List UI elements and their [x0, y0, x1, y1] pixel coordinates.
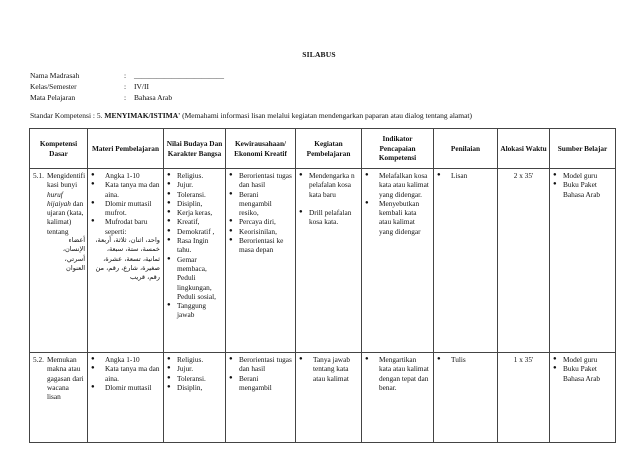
- table-row: [30, 169, 616, 353]
- materi-item: ● Mufrodat baru seperti:: [91, 217, 160, 236]
- header-kompetensi-dasar: Kompetensi Dasar: [30, 129, 88, 169]
- meta-sep: :: [124, 82, 127, 91]
- materi-item: ● Kata tanya ma dan aina.: [91, 364, 160, 383]
- indikator-item: ● Mengartikan kata atau kalimat dengan tepat dan benar.: [365, 355, 430, 392]
- penilaian-item: ● Tulis: [437, 355, 494, 364]
- cell-kegiatan: [296, 353, 362, 443]
- meta-key: Mata Pelajaran: [30, 93, 76, 102]
- cell-materi: [88, 353, 164, 443]
- materi-arabic: واحد، اثنان، ثلاثة، أربعة، خمسة، ستة، سبعة، ثمانية، تسعة، عشرة، صغيرة، شارع، رقم، من رقم، قريب: [95, 236, 160, 282]
- nilai-item: ● Rasa Ingin tahu.: [167, 236, 222, 255]
- nilai-item: ● Disiplin,: [167, 199, 222, 208]
- kegiatan-item: ● Tanya jawab tentang kata atau kalimat: [299, 355, 358, 383]
- sumber-item: ● Model guru: [553, 171, 612, 180]
- materi-item: ● Angka 1-10: [91, 171, 160, 180]
- meta-sep: :: [124, 71, 127, 80]
- header-kegiatan: Kegiatan Pembelajaran: [296, 129, 362, 169]
- nilai-item: ● Kerja keras,: [167, 208, 222, 217]
- nilai-item: ● Demokratif ,: [167, 227, 222, 236]
- cell-kompetensi-dasar: [30, 353, 88, 443]
- cell-penilaian: [434, 353, 498, 443]
- indikator-item: ● Melafalkan kosa kata atau kalimat yang didengar.: [365, 171, 430, 199]
- header-info: [30, 70, 224, 103]
- meta-key: Kelas/Semester: [30, 82, 77, 91]
- penilaian-item: ● Lisan: [437, 171, 494, 180]
- meta-row-kelas: [30, 81, 224, 92]
- cell-sumber: [550, 353, 616, 443]
- standar-label: Standar Kompetensi : 5.: [30, 111, 103, 120]
- nilai-item: ● Jujur.: [167, 180, 222, 189]
- document-title: SILABUS: [302, 50, 336, 59]
- header-indikator: Indikator Pencapaian Kompetensi: [362, 129, 434, 169]
- header-sumber: Sumber Belajar: [550, 129, 616, 169]
- cell-sumber: [550, 169, 616, 353]
- meta-key: Nama Madrasah: [30, 71, 80, 80]
- materi-item: ● Dlomir muttasil: [91, 383, 160, 392]
- sumber-item: ● Model guru: [553, 355, 612, 364]
- kegiatan-item: ● Drill pelafalan kosa kata.: [299, 208, 358, 227]
- cell-alokasi: 1 x 35': [498, 353, 550, 443]
- header-materi: Materi Pembelajaran: [88, 129, 164, 169]
- sumber-item: ● Buku Paket Bahasa Arab: [553, 180, 612, 199]
- nilai-item: ● Kreatif,: [167, 217, 222, 226]
- nilai-item: ● Jujur.: [167, 364, 222, 373]
- sumber-item: ● Buku Paket Bahasa Arab: [553, 364, 612, 383]
- cell-kewirausahaan: [226, 169, 296, 353]
- standar-bold: MENYIMAK/ISTIMA': [104, 111, 181, 120]
- nilai-item: ● Gemar membaca, Peduli lingkungan, Peduli sosial,: [167, 255, 222, 301]
- nilai-item: ● Religius.: [167, 355, 222, 364]
- nilai-item: ● Tanggung jawab: [167, 301, 222, 320]
- kd-italic: huruf: [47, 189, 63, 199]
- nilai-item: ● Toleransi.: [167, 374, 222, 383]
- kewira-item: ● Berani mengambil: [229, 374, 292, 393]
- kd-arabic: أعضاء الإنسان، أسرتي، العنوان: [62, 236, 86, 272]
- cell-kewirausahaan: [226, 353, 296, 443]
- meta-sep: :: [124, 93, 127, 102]
- cell-nilai: [164, 353, 226, 443]
- cell-nilai: [164, 169, 226, 353]
- standar-text: (Memahami informasi lisan melalui kegiatan mendengarkan paparan atau dialog tentang alamat): [182, 111, 472, 120]
- header-penilaian: Penilaian: [434, 129, 498, 169]
- kd-line: kasi bunyi: [47, 180, 78, 190]
- meta-value: IV/II: [134, 82, 149, 91]
- cell-kompetensi-dasar: [30, 169, 88, 353]
- header-nilai-budaya: Nilai Budaya Dan Karakter Bangsa: [164, 129, 226, 169]
- cell-kegiatan: [296, 169, 362, 353]
- meta-value: ________________________: [134, 71, 224, 80]
- cell-penilaian: [434, 169, 498, 353]
- kewira-item: ● Berorientasi tugas dan hasil: [229, 171, 292, 190]
- nilai-item: ● Disiplin,: [167, 383, 222, 392]
- meta-value: Bahasa Arab: [134, 93, 173, 102]
- cell-alokasi: 2 x 35': [498, 169, 550, 353]
- nilai-item: ● Toleransi.: [167, 190, 222, 199]
- kd-italic: hijaiyah: [47, 198, 71, 208]
- kewira-item: ● Berorientasi tugas dan hasil: [229, 355, 292, 374]
- kd-number: 5.1.: [33, 171, 44, 180]
- kd-number: 5.2.: [33, 355, 44, 364]
- header-kewirausahaan: Kewirausahaan/ Ekonomi Kreatif: [226, 129, 296, 169]
- kewira-item: ● Percaya diri,: [229, 217, 292, 226]
- cell-indikator: [362, 169, 434, 353]
- meta-row-madrasah: [30, 70, 224, 81]
- standar-kompetensi: [30, 111, 472, 120]
- kd-line: Mengidentifi: [47, 171, 86, 180]
- syllabus-table: [29, 128, 616, 443]
- kd-tail: dan ujaran (kata, kalimat) tentang: [47, 198, 84, 236]
- indikator-item: ● Menyebutkan kembali kata atau kalimat yang didengar: [365, 199, 430, 236]
- kewira-item: ● Berorientasi ke masa depan: [229, 236, 292, 255]
- header-alokasi: Alokasi Waktu: [498, 129, 550, 169]
- materi-item: ● Angka 1-10: [91, 355, 160, 364]
- table-row: [30, 353, 616, 443]
- cell-indikator: [362, 353, 434, 443]
- materi-item: ● Dlomir muttasil mufrot.: [91, 199, 160, 218]
- nilai-item: ● Religius.: [167, 171, 222, 180]
- table-header-row: [30, 129, 616, 169]
- cell-materi: [88, 169, 164, 353]
- materi-item: ● Kata tanya ma dan aina.: [91, 180, 160, 199]
- kd-text: Memukan makna atau gagasan dari wacana lisan: [47, 355, 84, 402]
- kewira-item: ● Keorisinilan,: [229, 227, 292, 236]
- meta-row-mapel: [30, 92, 224, 103]
- kewira-item: ● Berani mengambil resiko,: [229, 190, 292, 218]
- kegiatan-item: ● Mendengarka n pelafalan kosa kata baru: [299, 171, 358, 199]
